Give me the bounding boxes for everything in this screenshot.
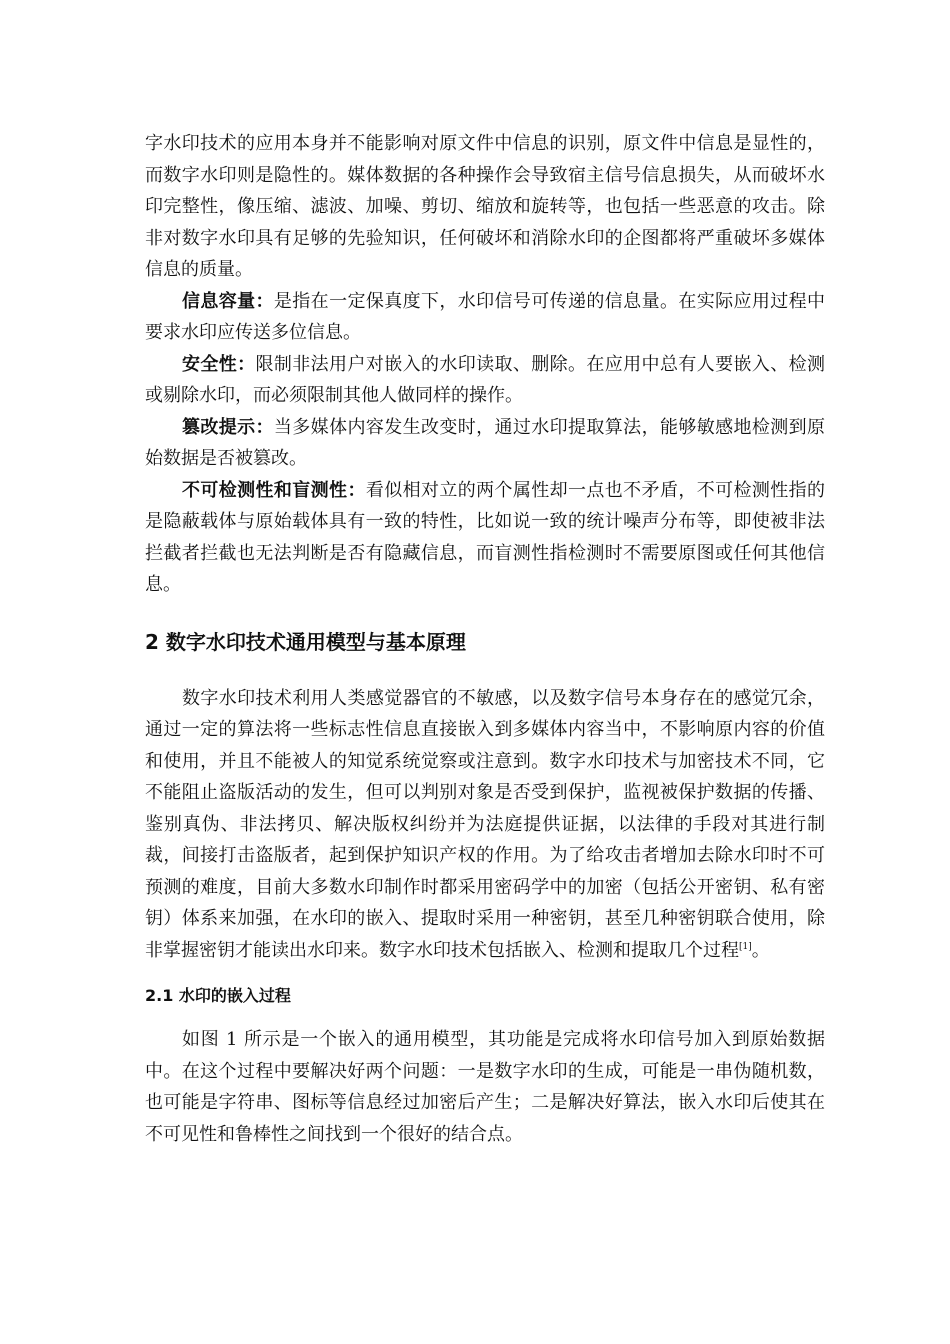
section-heading-2-1: 2.1 水印的嵌入过程 xyxy=(145,986,291,1005)
term-info-capacity: 信息容量： xyxy=(182,290,274,312)
paragraph-security xyxy=(145,349,825,412)
section-heading-2: 2 数字水印技术通用模型与基本原理 xyxy=(145,629,466,654)
paragraph-security-body: 限制非法用户对嵌入的水印读取、删除。在应用中总有人要嵌入、检测或剔除水印，而必须限制其他人做同样的操作。 xyxy=(145,353,825,406)
paragraph-principle-end: 。 xyxy=(751,939,770,961)
paragraph-principle xyxy=(145,683,825,967)
paragraph-principle-body: 数字水印技术利用人类感觉器官的不敏感，以及数字信号本身存在的感觉冗余，通过一定的算法将一些标志性信息直接嵌入到多媒体内容当中，不影响原内容的价值和使用，并且不能被人的知觉系统觉察或注意到。数字水印技术与加密技术不同，它不能阻止盗版活动的发生，但可以判别对象是否受到保护，监视被保护数据的传播、鉴别真伪、非法拷贝、解决版权纠纷并为法庭提供证据，以法律的手段对其进行制裁，间接打击盗版者，起到保护知识产权的作用。为了给攻击者增加去除水印时不可预测的难度，目前大多数水印制作时都采用密码学中的加密（包括公开密钥、私有密钥）体系来加强，在水印的嵌入、提取时采用一种密钥，甚至几种密钥联合使用，除非掌握密钥才能读出水印来。数字水印技术包括嵌入、检测和提取几个过程 xyxy=(145,687,825,961)
term-undetectability: 不可检测性和盲测性： xyxy=(182,479,366,501)
paragraph-undetectability xyxy=(145,475,825,601)
paragraph-info-capacity xyxy=(145,286,825,349)
document-page xyxy=(145,128,825,1150)
term-tamper-hint: 篡改提示： xyxy=(182,416,274,438)
paragraph-tamper-hint-body: 当多媒体内容发生改变时，通过水印提取算法，能够敏感地检测到原始数据是否被篡改。 xyxy=(145,416,826,469)
term-security: 安全性： xyxy=(182,353,256,375)
paragraph-info-capacity-body: 是指在一定保真度下，水印信号可传递的信息量。在实际应用过程中要求水印应传送多位信息。 xyxy=(145,290,826,343)
paragraph-undetectability-body: 看似相对立的两个属性却一点也不矛盾，不可检测性指的是隐蔽载体与原始载体具有一致的特性，比如说一致的统计噪声分布等，即使被非法拦截者拦截也无法判断是否有隐藏信息，而盲测性指检测时不需要原图或任何其他信息。 xyxy=(145,479,826,595)
citation-ref[interactable]: [1] xyxy=(739,941,752,952)
paragraph-tamper-hint xyxy=(145,412,825,475)
paragraph-embedding: 如图 1 所示是一个嵌入的通用模型，其功能是完成将水印信号加入到原始数据中。在这个过程中要解决好两个问题：一是数字水印的生成，可能是一串伪随机数，也可能是字符串、图标等信息经过加密后产生；二是解决好算法，嵌入水印后使其在不可见性和鲁棒性之间找到一个很好的结合点。 xyxy=(145,1029,825,1145)
paragraph-continuation: 字水印技术的应用本身并不能影响对原文件中信息的识别，原文件中信息是显性的，而数字水印则是隐性的。媒体数据的各种操作会导致宿主信号信息损失，从而破坏水印完整性，像压缩、滤波、加噪、剪切、缩放和旋转等，也包括一些恶意的攻击。除非对数字水印具有足够的先验知识，任何破坏和消除水印的企图都将严重破坏多媒体信息的质量。 xyxy=(145,133,825,280)
